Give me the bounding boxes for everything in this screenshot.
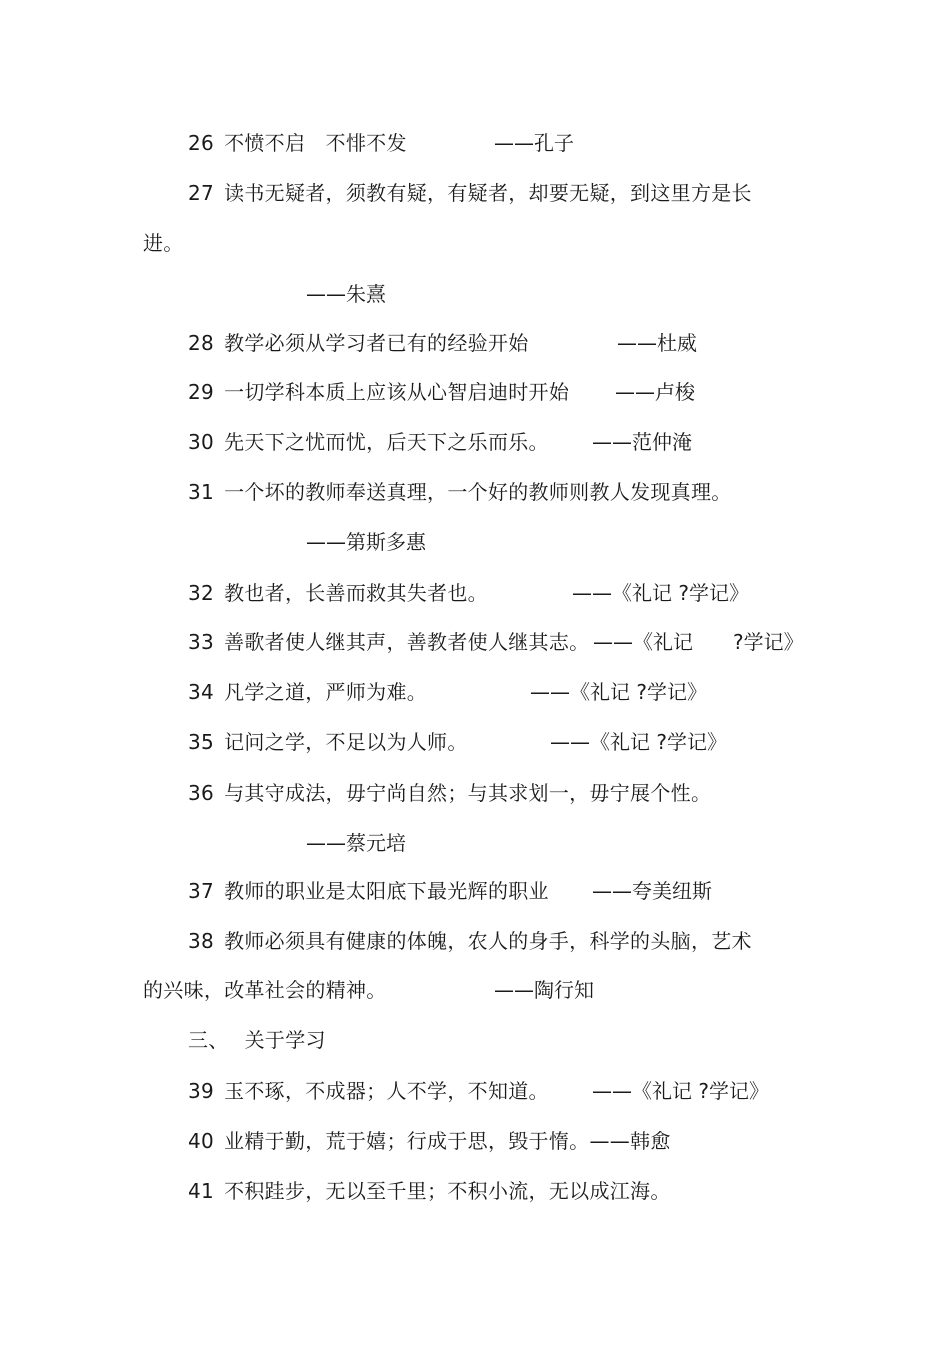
quote-text: 教学必须从学习者已有的经验开始 bbox=[224, 331, 529, 355]
quote-number: 38 bbox=[188, 929, 215, 953]
quote-continuation: 进。 bbox=[143, 231, 184, 255]
quote-text: 凡学之道，严师为难。 bbox=[224, 680, 428, 704]
quote-text: 先天下之忧而忧，后天下之乐而乐。 bbox=[224, 430, 549, 454]
quote-27 bbox=[188, 180, 752, 206]
quote-text: 一个坏的教师奉送真理，一个好的教师则教人发现真理。 bbox=[224, 480, 732, 504]
quote-text: 读书无疑者，须教有疑，有疑者，却要无疑，到这里方是长 bbox=[224, 181, 752, 205]
quote-text: 教师的职业是太阳底下最光辉的职业 bbox=[224, 879, 549, 903]
quote-number: 34 bbox=[188, 680, 215, 704]
quote-38 bbox=[188, 928, 752, 954]
quote-number: 31 bbox=[188, 480, 215, 504]
quote-text: 记问之学，不足以为人师。 bbox=[224, 730, 468, 754]
quote-source: ——杜威 bbox=[617, 331, 697, 355]
quote-number: 26 bbox=[188, 131, 215, 155]
quote-number: 28 bbox=[188, 331, 215, 355]
quote-33 bbox=[188, 629, 589, 655]
quote-text: 业精于勤，荒于嬉；行成于思，毁于惰。 bbox=[224, 1129, 590, 1153]
quote-source: ——第斯多惠 bbox=[306, 530, 426, 554]
quote-40 bbox=[188, 1128, 671, 1154]
quote-32 bbox=[188, 580, 488, 606]
quote-text: 不积跬步，无以至千里；不积小流，无以成江海。 bbox=[224, 1179, 671, 1203]
quote-28 bbox=[188, 330, 529, 356]
quote-41 bbox=[188, 1178, 671, 1204]
quote-source: ——韩愈 bbox=[589, 1129, 671, 1153]
quote-source: ——《礼记 ?学记》 bbox=[530, 680, 707, 704]
section-marker: 三、 bbox=[188, 1028, 229, 1052]
quote-source: ——陶行知 bbox=[494, 978, 594, 1002]
quote-number: 37 bbox=[188, 879, 215, 903]
quote-source: ——蔡元培 bbox=[306, 831, 406, 855]
section-title: 关于学习 bbox=[244, 1028, 326, 1052]
quote-text: 玉不琢，不成器；人不学，不知道。 bbox=[224, 1079, 549, 1103]
quote-source: ——《礼记 ?学记》 bbox=[593, 630, 804, 654]
section-heading bbox=[188, 1027, 326, 1053]
quote-text: 不愤不启 不悱不发 bbox=[224, 131, 407, 155]
quote-number: 27 bbox=[188, 181, 215, 205]
quote-source: ——朱熹 bbox=[306, 282, 386, 306]
quote-36 bbox=[188, 780, 711, 806]
quote-number: 40 bbox=[188, 1129, 215, 1153]
quote-number: 36 bbox=[188, 781, 215, 805]
quote-number: 29 bbox=[188, 380, 215, 404]
quote-31 bbox=[188, 479, 732, 505]
quote-35 bbox=[188, 729, 468, 755]
quote-text: 善歌者使人继其声，善教者使人继其志。 bbox=[224, 630, 590, 654]
quote-number: 30 bbox=[188, 430, 215, 454]
quote-text: 与其守成法，毋宁尚自然；与其求划一，毋宁展个性。 bbox=[224, 781, 712, 805]
quote-source: ——夸美纽斯 bbox=[592, 879, 712, 903]
quote-text: 教师必须具有健康的体魄，农人的身手，科学的头脑，艺术 bbox=[224, 929, 752, 953]
quote-source: ——《礼记 ?学记》 bbox=[572, 581, 749, 605]
quote-number: 41 bbox=[188, 1179, 215, 1203]
quote-source: ——《礼记 ?学记》 bbox=[550, 730, 727, 754]
quote-source: ——卢梭 bbox=[615, 380, 695, 404]
quote-39 bbox=[188, 1078, 549, 1104]
quote-text: 教也者，长善而救其失者也。 bbox=[224, 581, 488, 605]
quote-continuation: 的兴味，改革社会的精神。 bbox=[143, 978, 387, 1002]
quote-30 bbox=[188, 429, 549, 455]
quote-number: 39 bbox=[188, 1079, 215, 1103]
quote-37 bbox=[188, 878, 549, 904]
quote-number: 32 bbox=[188, 581, 215, 605]
quote-source: ——范仲淹 bbox=[592, 430, 692, 454]
quote-number: 35 bbox=[188, 730, 215, 754]
quote-29 bbox=[188, 379, 569, 405]
quote-34 bbox=[188, 679, 427, 705]
quote-source: ——《礼记 ?学记》 bbox=[592, 1079, 769, 1103]
quote-source: ——孔子 bbox=[494, 131, 574, 155]
quote-text: 一切学科本质上应该从心智启迪时开始 bbox=[224, 380, 570, 404]
quote-26 bbox=[188, 130, 407, 156]
quote-number: 33 bbox=[188, 630, 215, 654]
